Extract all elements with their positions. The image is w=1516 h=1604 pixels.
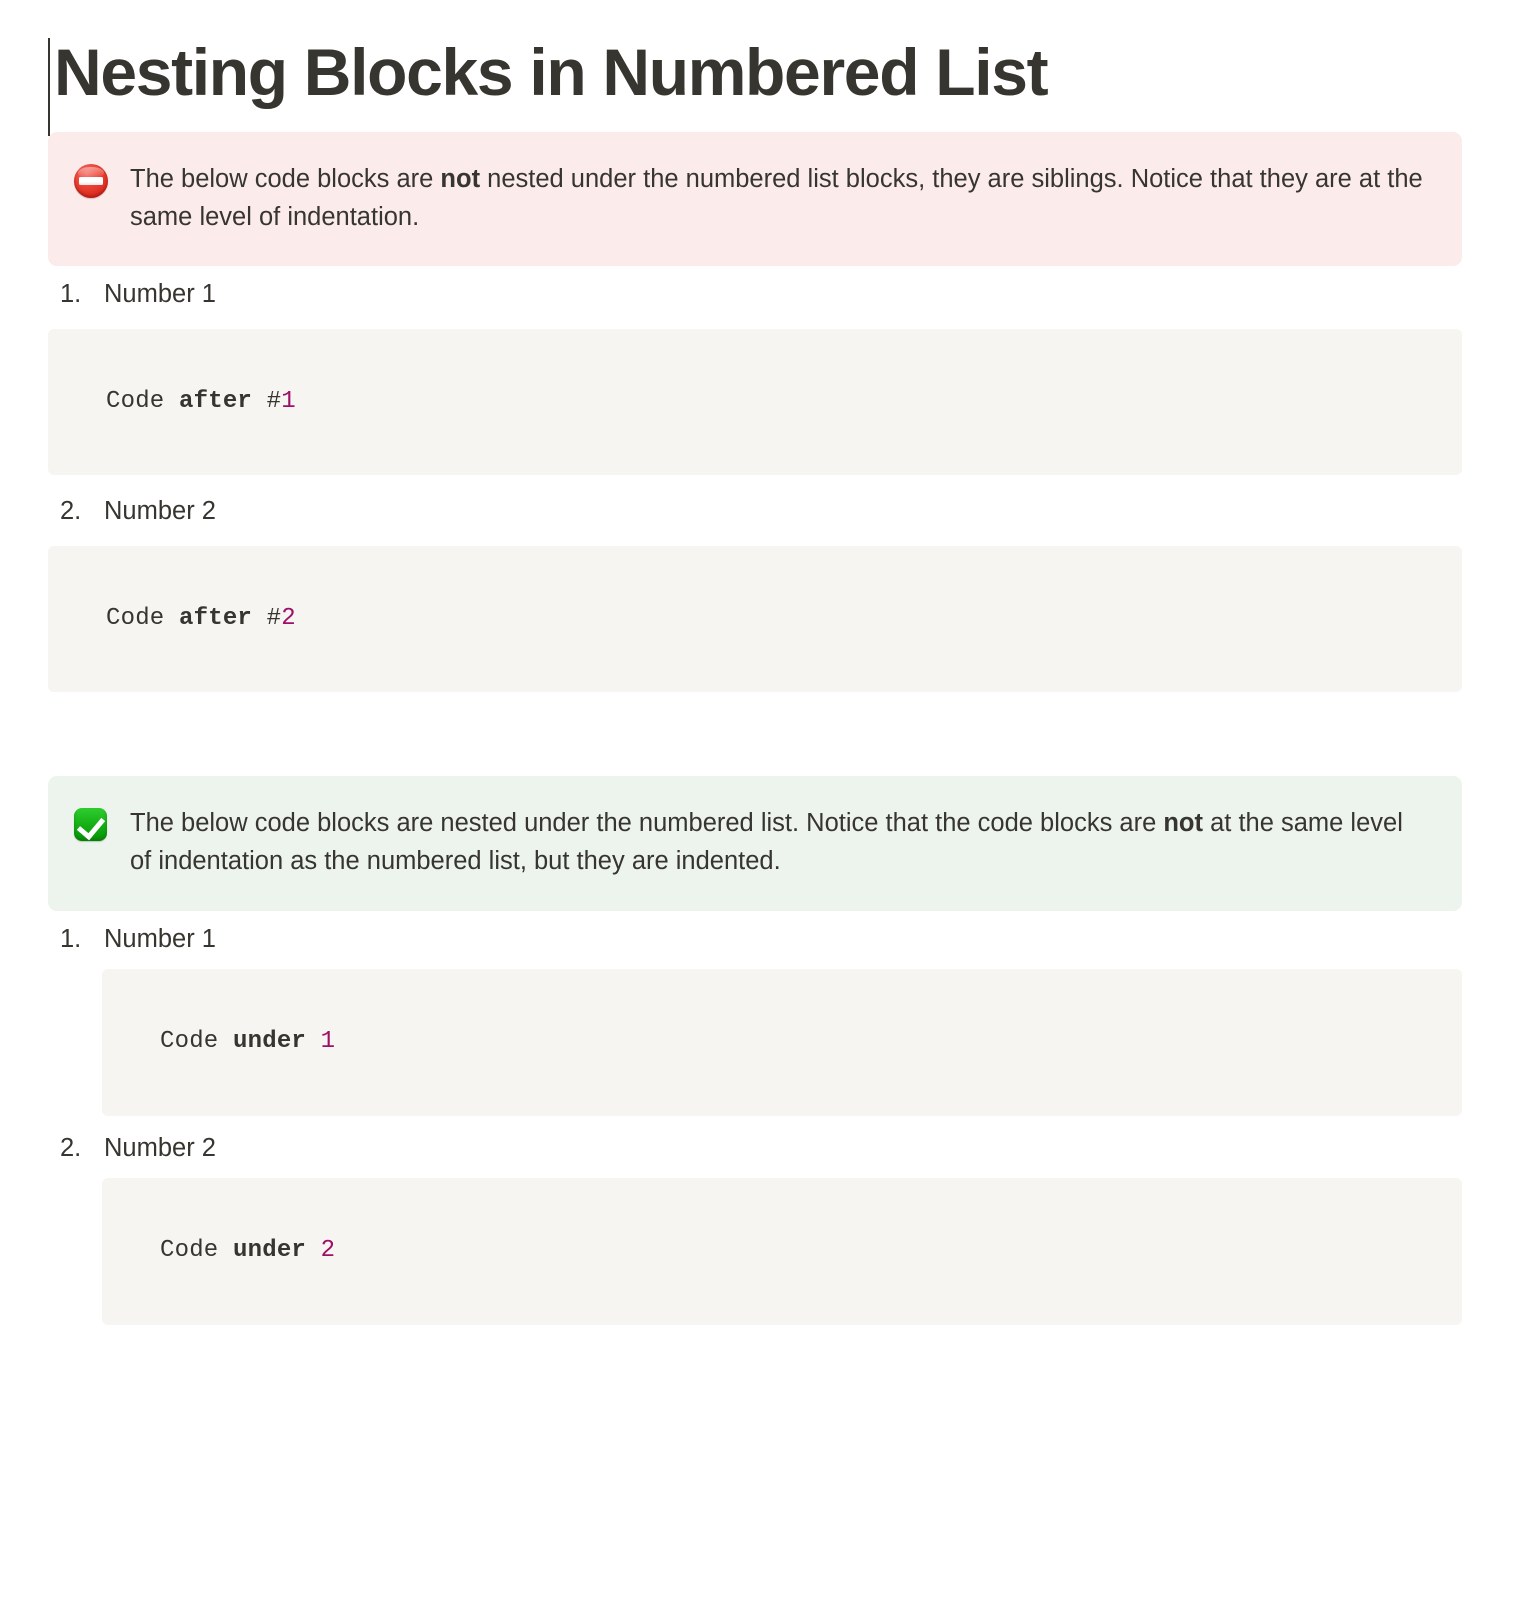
- code-text-plain: Code: [160, 1237, 234, 1265]
- callout-danger-text: [130, 160, 1430, 236]
- check-mark-button-icon: [74, 808, 110, 844]
- code-block[interactable]: [48, 546, 1462, 693]
- code-number: 2: [320, 1237, 336, 1265]
- list-item[interactable]: [48, 268, 1462, 318]
- text-caret: [48, 38, 50, 136]
- code-text-plain: Code: [106, 604, 180, 632]
- no-entry-icon: [74, 164, 110, 200]
- list-marker: 2.: [60, 497, 82, 526]
- callout-success-text: [130, 804, 1430, 880]
- code-number: 1: [320, 1028, 336, 1056]
- callout-success-bold: not: [1163, 809, 1204, 838]
- code-number: 1: [281, 387, 296, 415]
- code-hash: #: [252, 387, 282, 415]
- title-row: [48, 0, 1462, 120]
- section-nested: [48, 913, 1462, 1325]
- list-item-label: Number 1: [104, 924, 216, 953]
- callout-success[interactable]: [48, 776, 1462, 910]
- code-keyword: under: [233, 1028, 307, 1056]
- code-text-plain: Code: [106, 387, 180, 415]
- callout-danger[interactable]: [48, 132, 1462, 266]
- callout-danger-text-part2: nested under the numbered list blocks, they are siblings. Notice that they are at the same level of indentation.: [130, 164, 1423, 231]
- list-item[interactable]: [48, 485, 1462, 535]
- code-keyword: under: [233, 1237, 307, 1265]
- list-item[interactable]: [48, 1122, 1462, 1172]
- code-keyword: after: [179, 604, 253, 632]
- code-keyword: after: [179, 387, 253, 415]
- code-hash: [306, 1237, 321, 1264]
- code-block[interactable]: [102, 969, 1462, 1116]
- page-title[interactable]: Nesting Blocks in Numbered List: [54, 35, 1048, 109]
- list-item-label: Number 2: [104, 1133, 216, 1162]
- code-text-plain: Code: [160, 1028, 234, 1056]
- list-item-label: Number 1: [104, 280, 216, 309]
- code-number: 2: [281, 604, 296, 632]
- list-marker: 1.: [60, 924, 82, 953]
- code-block[interactable]: [102, 1178, 1462, 1325]
- code-hash: #: [252, 604, 282, 632]
- callout-success-text-part2: at the same level of indentation as the numbered list, but they are indented.: [130, 809, 1403, 876]
- callout-danger-bold: not: [440, 164, 481, 193]
- callout-danger-text-part1: The below code blocks are: [130, 164, 441, 193]
- code-hash: [306, 1028, 321, 1055]
- code-block[interactable]: [48, 329, 1462, 476]
- section-siblings: [48, 268, 1462, 692]
- callout-success-text-part1: The below code blocks are nested under the numbered list. Notice that the code blocks are: [130, 809, 1164, 838]
- list-item-label: Number 2: [104, 497, 216, 526]
- list-marker: 1.: [60, 280, 82, 309]
- list-item[interactable]: [48, 913, 1462, 963]
- list-marker: 2.: [60, 1133, 82, 1162]
